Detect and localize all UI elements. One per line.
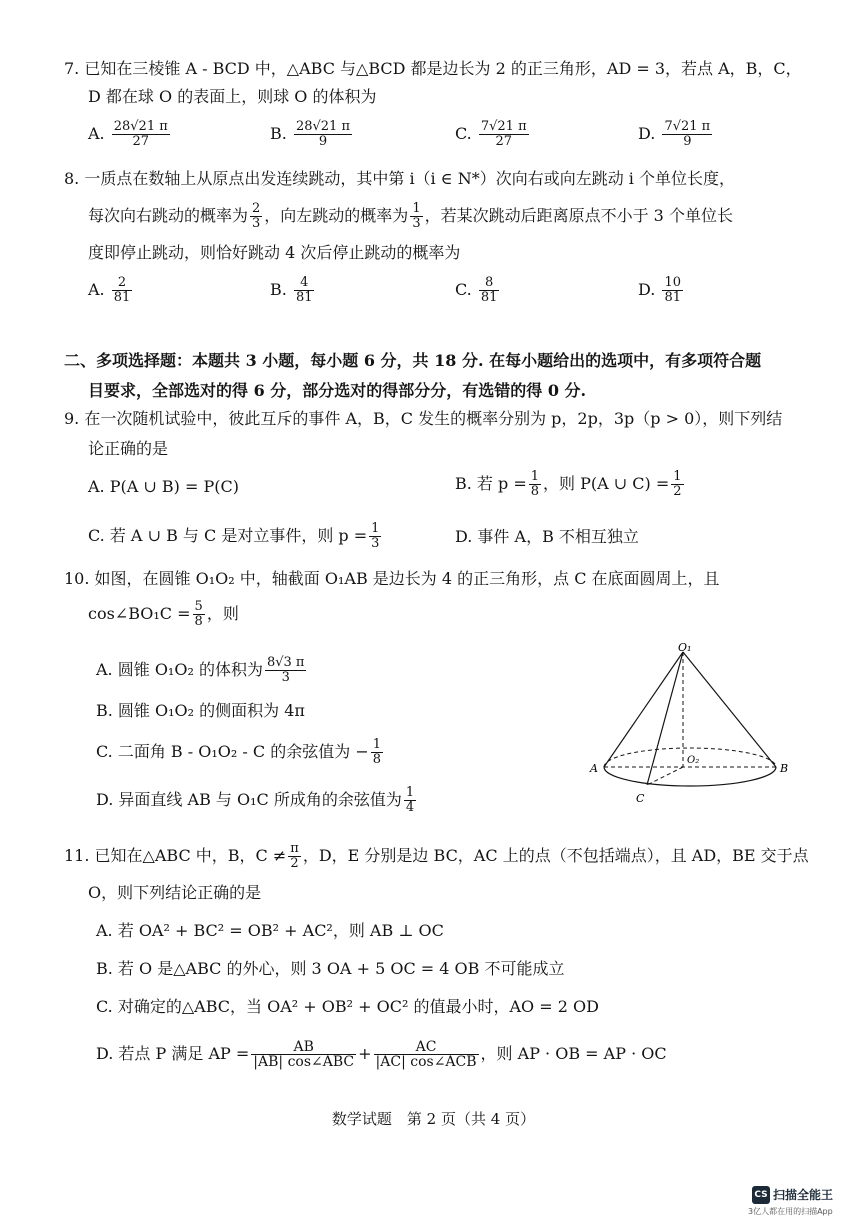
frac-den: 8 <box>530 484 540 499</box>
q7-line1: 7. 已知在三棱锥 A - BCD 中，△ABC 与△BCD 都是边长为 2 的正三角形，AD = 3，若点 A，B，C， <box>64 59 802 78</box>
option-label: A. <box>88 280 105 299</box>
radius-o2-c <box>647 767 683 785</box>
frac-num: AB <box>251 1040 356 1055</box>
text: C. 若 A ∪ B 与 C 是对立事件，则 p = <box>88 526 368 545</box>
q9-option-c <box>88 522 383 551</box>
text: ，则 AP · OB = AP · OC <box>480 1044 667 1063</box>
text: ，则 <box>206 604 239 623</box>
frac-num: 10 <box>664 275 681 290</box>
frac-num: 2 <box>112 276 133 291</box>
edge-o1-c <box>647 652 683 785</box>
frac-den: 3 <box>252 216 261 231</box>
frac-den: |AC| cos∠ACB <box>375 1054 477 1070</box>
text: ，则 P(A ∪ C) = <box>543 474 670 493</box>
frac-den: 3 <box>281 670 290 685</box>
q7-option-d <box>638 120 714 149</box>
frac-num: 8 <box>479 276 500 291</box>
option-label: D. <box>638 280 656 299</box>
q7-option-a <box>88 120 172 149</box>
frac-num: 28√21 π <box>295 119 350 134</box>
q11-option-c: C. 对确定的△ABC，当 OA² + OB² + OC² 的值最小时，AO = 2 OD <box>96 997 599 1016</box>
frac-num: 5 <box>194 599 203 614</box>
frac-num: 4 <box>294 276 315 291</box>
q11-line2: O，则下列结论正确的是 <box>88 883 262 902</box>
frac-num: 1 <box>673 469 682 484</box>
frac-den: 81 <box>113 290 131 305</box>
label-c: C <box>636 792 645 805</box>
frac-den: 27 <box>132 134 150 149</box>
frac-den: 8 <box>194 614 203 629</box>
q7-option-b <box>270 120 354 149</box>
section2-line1: 二、多项选择题：本题共 3 小题，每小题 6 分，共 18 分. 在每小题给出的选项中，有多项符合题 <box>64 351 762 370</box>
q10-option-a <box>96 656 308 685</box>
q8-option-b <box>270 276 316 305</box>
frac-den: 9 <box>318 134 328 149</box>
frac-num: 1 <box>405 785 415 800</box>
logo-name: 扫描全能王 <box>773 1188 834 1202</box>
frac-den: 4 <box>405 800 415 815</box>
option-label: C. <box>455 124 472 143</box>
edge-o1-a <box>604 652 683 767</box>
text: ，D，E 分别是边 BC，AC 上的点（不包括端点），且 AD，BE 交于点 <box>302 846 809 865</box>
frac-num: 7√21 π <box>664 119 711 134</box>
frac-num: 1 <box>371 521 380 536</box>
frac-den: 9 <box>683 134 692 149</box>
cs-logo-icon: CS <box>752 1186 770 1204</box>
logo-tagline: 3亿人都在用的扫描App <box>748 1207 833 1216</box>
frac-den: 8 <box>372 752 382 767</box>
base-ellipse-front <box>604 767 776 786</box>
section2-line2: 目要求，全部选对的得 6 分，部分选对的得部分分，有选错的得 0 分. <box>88 381 587 400</box>
frac-den: 81 <box>480 290 498 305</box>
text: ，向左跳动的概率为 <box>264 206 409 225</box>
q10-option-c <box>96 738 385 767</box>
text: A. 圆锥 O₁O₂ 的体积为 <box>96 660 263 679</box>
text: 11. 已知在△ABC 中，B，C ≠ <box>64 846 287 865</box>
frac-num: 28√21 π <box>113 119 168 134</box>
q9-line2: 论正确的是 <box>88 439 169 458</box>
frac-den: 81 <box>295 290 313 305</box>
text: C. 二面角 B - O₁O₂ - C 的余弦值为 − <box>96 742 369 761</box>
text: ，若某次跳动后距离原点不小于 3 个单位长 <box>424 206 733 225</box>
q10-option-d <box>96 786 418 815</box>
q10-option-b: B. 圆锥 O₁O₂ 的侧面积为 4π <box>96 701 305 720</box>
q11-option-a: A. 若 OA² + BC² = OB² + AC²，则 AB ⊥ OC <box>96 921 444 940</box>
frac-den: 2 <box>290 856 299 871</box>
frac-den: |AB| cos∠ABC <box>253 1054 355 1070</box>
q7-line2: D 都在球 O 的表面上，则球 O 的体积为 <box>88 87 377 106</box>
label-o1: O₁ <box>678 641 692 654</box>
frac-num: π <box>290 841 299 856</box>
q8-option-a <box>88 276 134 305</box>
label-b: B <box>780 762 789 775</box>
label-o2: O₂ <box>687 755 700 766</box>
frac-den: 3 <box>371 536 380 551</box>
q9-option-b <box>455 470 686 499</box>
label-a: A <box>590 762 598 775</box>
frac-num: 1 <box>412 201 421 216</box>
text: + <box>358 1044 372 1063</box>
text: D. 异面直线 AB 与 O₁C 所成角的余弦值为 <box>96 790 402 809</box>
frac-num: 7√21 π <box>480 119 527 134</box>
edge-o1-b <box>683 652 776 767</box>
option-label: C. <box>455 280 472 299</box>
cone-figure <box>580 640 810 815</box>
frac-num: 1 <box>530 469 540 484</box>
q11-option-b: B. 若 O 是△ABC 的外心，则 3 OA + 5 OC = 4 OB 不可能成立 <box>96 959 565 978</box>
q8-line1: 8. 一质点在数轴上从原点出发连续跳动，其中第 i（i ∈ N*）次向右或向左跳动 i 个单位长度， <box>64 169 735 188</box>
frac-den: 81 <box>664 290 681 305</box>
frac-den: 3 <box>412 216 421 231</box>
q9-line1: 9. 在一次随机试验中，彼此互斥的事件 A，B，C 发生的概率分别为 p，2p，3p（p > 0），则下列结 <box>64 409 783 428</box>
text: 每次向右跳动的概率为 <box>88 206 249 225</box>
text: cos∠BO₁C = <box>88 604 191 623</box>
frac-num: 1 <box>372 737 382 752</box>
q8-line2 <box>88 202 733 231</box>
option-label: D. <box>638 124 656 143</box>
text: B. 若 p = <box>455 474 527 493</box>
frac-num: AC <box>374 1040 479 1055</box>
q9-option-d: D. 事件 A，B 不相互独立 <box>455 527 639 546</box>
frac-den: 2 <box>673 484 682 499</box>
frac-num: 8√3 π <box>266 655 305 670</box>
text: D. 若点 P 满足 AP = <box>96 1044 250 1063</box>
page-footer: 数学试题 第 2 页（共 4 页） <box>331 1110 536 1128</box>
q11-option-d <box>96 1040 667 1069</box>
q9-option-a: A. P(A ∪ B) = P(C) <box>88 477 239 496</box>
q7-option-c <box>455 120 531 149</box>
option-label: B. <box>270 124 287 143</box>
q10-line2 <box>88 600 239 629</box>
q8-option-d <box>638 276 685 305</box>
frac-den: 27 <box>495 134 513 149</box>
option-label: A. <box>88 124 105 143</box>
q8-line3: 度即停止跳动，则恰好跳动 4 次后停止跳动的概率为 <box>88 243 461 262</box>
scanner-logo <box>752 1184 833 1204</box>
q11-line1 <box>64 842 809 871</box>
frac-num: 2 <box>252 201 261 216</box>
q10-line1: 10. 如图，在圆锥 O₁O₂ 中，轴截面 O₁AB 是边长为 4 的正三角形，点 C 在底面圆周上，且 <box>64 569 720 588</box>
option-label: B. <box>270 280 287 299</box>
q8-option-c <box>455 276 501 305</box>
